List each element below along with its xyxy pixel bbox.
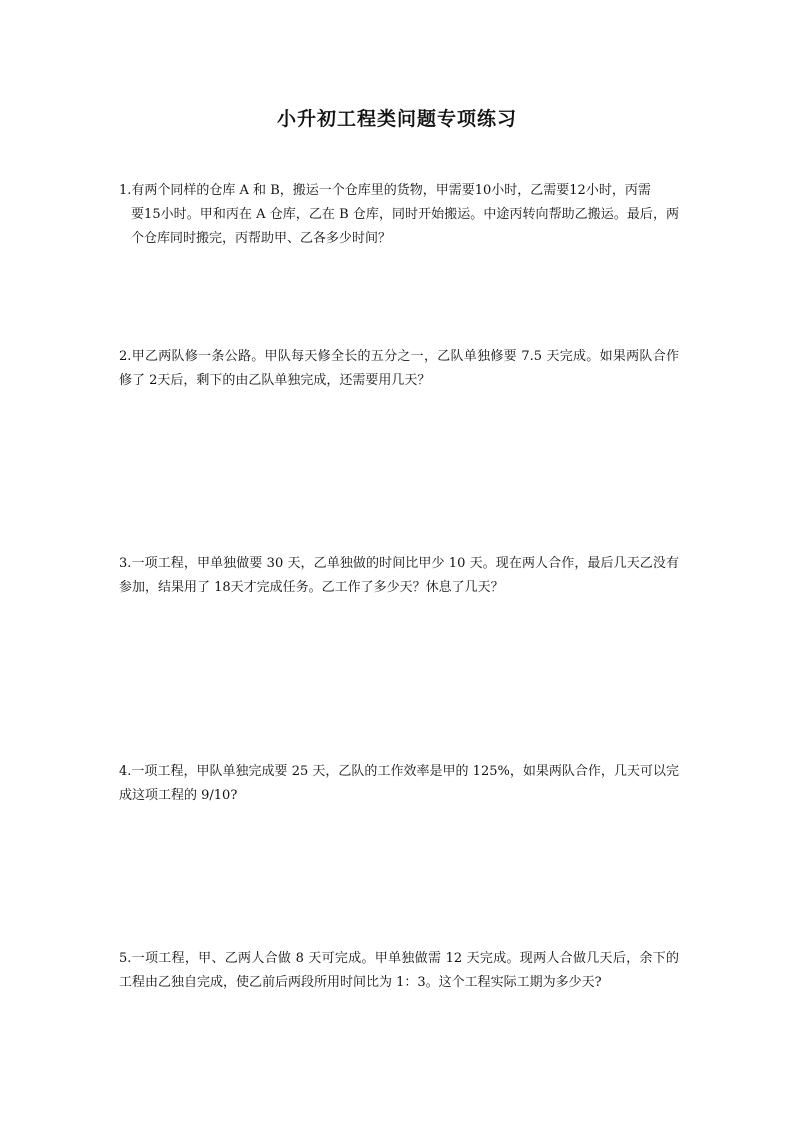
question-4: 4.一项工程，甲队单独完成要 25 天，乙队的工作效率是甲的 125%，如果两队合作，几天可以完成这项工程的 9/10? — [119, 764, 679, 803]
page-title: 小升初工程类问题专项练习 — [276, 108, 517, 130]
question-1-continuation: 要15小时。甲和丙在 A 仓库，乙在 B 仓库，同时开始搬运。中途丙转向帮助乙搬运。最后，两个仓库同时搬完，丙帮助甲、乙各多少时间？ — [131, 207, 679, 246]
question-1 — [119, 179, 679, 251]
question-5: 5.一项工程，甲、乙两人合做 8 天可完成。甲单独做需 12 天完成。现两人合做几天后，余下的工程由乙独自完成，使乙前后两段所用时间比为 1：3。这个工程实际工期为多少天? — [119, 951, 679, 990]
question-2: 2.甲乙两队修一条公路。甲队每天修全长的五分之一，乙队单独修要 7.5 天完成。如果两队合作修了 2天后，剩下的由乙队单独完成，还需要用几天？ — [119, 349, 679, 388]
question-1-line-1: 1.有两个同样的仓库 A 和 B，搬运一个仓库里的货物，甲需要10小时，乙需要12小时，丙需 — [119, 183, 651, 198]
question-3: 3.一项工程，甲单独做要 30 天，乙单独做的时间比甲少 10 天。现在两人合作，最后几天乙没有参加，结果用了 18天才完成任务。乙工作了多少天？休息了几天？ — [119, 556, 679, 595]
